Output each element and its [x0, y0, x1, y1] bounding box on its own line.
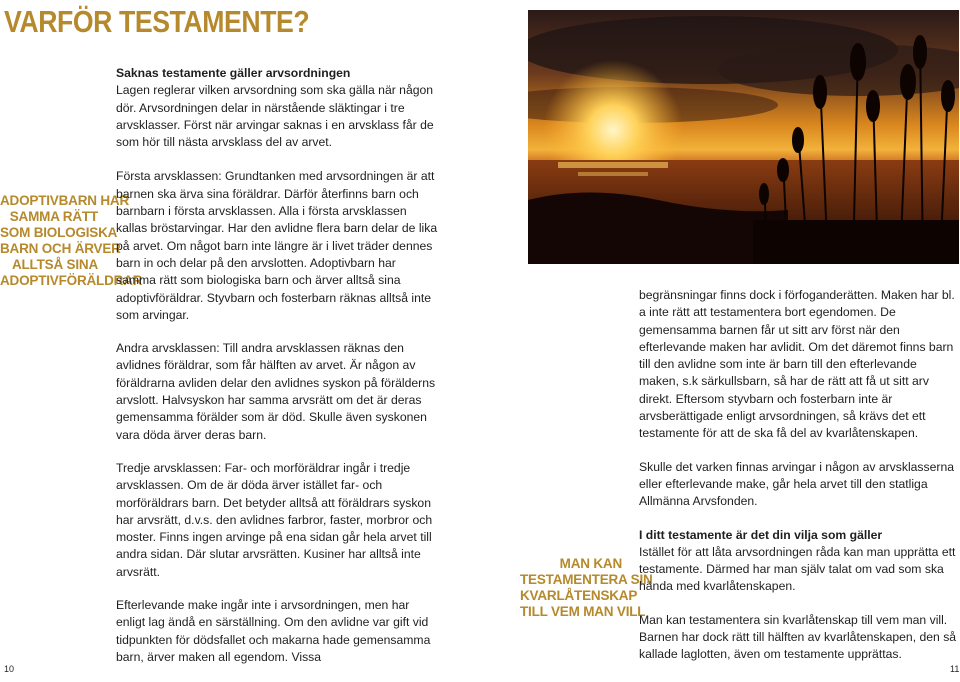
- paragraph: Efterlevande make ingår inte i arvsordningen, men har enligt lag ändå en särställning. Om den avlidne var gift vid tidpunkten för dödsfallet och makarna hade gemensamma barn, ärver maken all egendom. Vissa: [116, 598, 431, 664]
- pull-quote-left: [0, 193, 143, 289]
- page-number-left: 10: [4, 664, 15, 674]
- pull-quote-line: SAMMA RÄTT: [9, 209, 98, 224]
- paragraph: Tredje arvsklassen: Far- och morföräldrar ingår i tredje arvsklassen. Om de är döda ärver istället far- och morföräldrars barn. Det betyder alltså att föräldrars syskon har arvsrätt, d.v.s. den avlidnes farbror, faster, morbror och moster. Finns ingen arvinge på ena sidan går hela arvet till andra sidan. Där slutar arvsrätten. Kusiner har alltså inte arvsrätt.: [116, 460, 433, 579]
- pull-quote-line: SOM BIOLOGISKA: [0, 225, 118, 240]
- paragraph: Andra arvsklassen: Till andra arvsklassen räknas den avlidnes föräldrar, som får hälften av arvet. Är någon av föräldrarna avliden delar den avlidnes syskon på förälderns arvslott. Halvsyskon har samma arvsrätt om det är deras gemensamma förälder som är död. Skulle även syskonen vara döda ärver deras barn.: [116, 341, 436, 442]
- sunset-reeds-photo: [528, 10, 959, 264]
- paragraph: Skulle det varken finnas arvingar i någon av arvsklasserna eller efterlevande make, går hela arvet till den statliga Allmänna Arvsfonden.: [639, 459, 955, 509]
- pull-quote-line: ALLTSÅ SINA: [11, 257, 98, 272]
- section-heading: Saknas testamente gäller arvsordningen: [116, 66, 351, 80]
- pull-quote-line: ADOPTIVBARN HAR: [0, 193, 130, 208]
- pull-quote-line: ADOPTIVFÖRÄLDRAR: [0, 273, 143, 288]
- heading-paragraph: [639, 527, 957, 596]
- page-title: VARFÖR TESTAMENTE?: [4, 4, 310, 39]
- left-text-column: [116, 65, 438, 682]
- pull-quote-line: BARN OCH ÄRVER: [0, 241, 121, 256]
- paragraph-text: Lagen reglerar vilken arvsordning som ska gälla när någon dör. Arvsordningen delar in närstående släktingar i tre arvsklasser. Först när arvingar saknas i en arvsklass får de som hör till nästa arvsklass del av arvet.: [116, 83, 434, 150]
- pull-quote-line: KVARLÅTENSKAP: [520, 588, 638, 603]
- pull-quote-right: [520, 556, 653, 620]
- pull-quote-line: TESTAMENTERA SIN: [520, 572, 653, 587]
- pull-quote-line: MAN KAN: [559, 556, 622, 571]
- paragraph: begränsningar finns dock i förfoganderätten. Maken har bl. a inte rätt att testamentera bort egendomen. De gemensamma barnen får ut sitt arv först när den efterlevande maken har avlidit. Om det däremot finns barn till den avlidne som inte är barn till den efterlevande maken, s.k särkullsbarn, så har de rätt att få ut sitt arv direkt. Eftersom styvbarn och fosterbarn inte är arvsberättigade enligt arvsordningen, så krävs det ett testamente för att de ska få del av kvarlåtenskapen.: [639, 288, 955, 441]
- intro-paragraph: [116, 65, 438, 151]
- right-text-column: [639, 287, 960, 680]
- section-heading: I ditt testamente är det din vilja som gäller: [639, 527, 883, 542]
- pull-quote-line: TILL VEM MAN VILL: [520, 604, 646, 619]
- paragraph-text: Istället för att låta arvsordningen råda kan man upprätta ett testamente. Därmed har man själv talat om vad som ska hända med kvarlåtenskapen.: [639, 544, 956, 594]
- paragraph: Man kan testamentera sin kvarlåtenskap till vem man vill. Barnen har dock rätt till hälften av kvarlåtenskapen, den så kallade laglotten, även om testamente upprättas.: [639, 612, 957, 662]
- page-number-right: 11: [950, 664, 960, 674]
- paragraph: Första arvsklassen: Grundtanken med arvsordningen är att barnen ska ärva sina föräldrar. Därför återfinns barn och barnbarn i första arvsklassen. Alla i första arvsklassen kallas bröstarvingar. Har den avlidne flera barn delar de lika på arvet. Om något barn inte längre är i livet träder dennes barn in och delar på den arvslotten. Adoptivbarn har samma rätt som biologiska barn och ärver alltså sina adoptivföräldrar. Styvbarn och fosterbarn räknas alltså inte som arvingar.: [116, 169, 438, 322]
